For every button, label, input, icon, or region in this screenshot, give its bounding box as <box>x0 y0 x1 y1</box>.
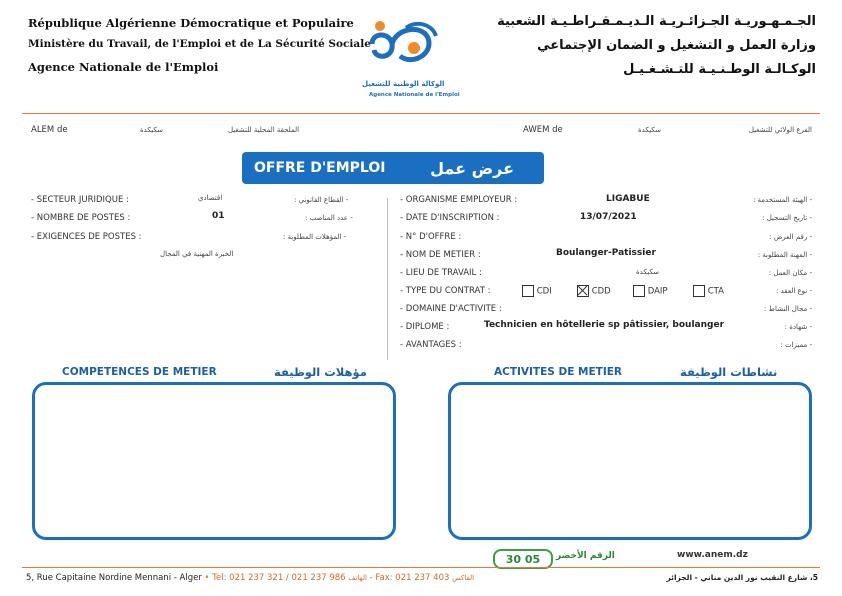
header-fr-line1: République Algérienne Démocratique et Populaire <box>28 16 354 30</box>
field-secteur-label: - SECTEUR JURIDIQUE : <box>31 195 129 205</box>
field-avantages-label: - AVANTAGES : <box>400 340 462 350</box>
field-postes-label: - NOMBRE DE POSTES : <box>31 213 131 223</box>
header-divider <box>22 113 820 114</box>
field-lieu-label: - LIEU DE TRAVAIL : <box>400 268 482 278</box>
field-postes-value: 01 <box>212 211 225 221</box>
column-divider <box>387 198 388 360</box>
field-date-value: 13/07/2021 <box>580 212 637 222</box>
activites-box[interactable] <box>448 382 812 540</box>
field-diplome-value: Technicien en hôtellerie sp pâtissier, boulanger <box>484 320 725 330</box>
field-avantages-ar: - مميزات : <box>780 341 812 349</box>
footer-address: 5, Rue Capitaine Nordine Mennani - Alger <box>26 573 205 583</box>
field-lieu-value: سكيكدة <box>636 268 660 276</box>
field-organisme-value: LIGABUE <box>606 194 650 204</box>
contract-cdi[interactable] <box>522 285 552 297</box>
offer-title-fr: OFFRE D'EMPLOI <box>254 160 386 176</box>
awem-value: سكيكدة <box>638 126 662 134</box>
footer-bullet-icon: • <box>204 573 210 583</box>
alem-label: ALEM de <box>31 125 68 135</box>
header-fr-line2: Ministère du Travail, de l'Emploi et de La Sécurité Sociale <box>28 38 371 50</box>
field-noffre-ar: - رقم العرض : <box>769 233 812 241</box>
field-exigences-label: - EXIGENCES DE POSTES : <box>31 232 142 242</box>
logo-fr-text: Agence Nationale de l'Emploi <box>369 92 460 98</box>
contract-cta-checkbox[interactable] <box>693 285 705 297</box>
field-metier-ar: - المهنة المطلوبة : <box>757 251 812 259</box>
field-diplome-label: - DIPLOME : <box>400 322 450 332</box>
footer-tel-ar: الهاتف <box>348 574 367 582</box>
contract-cdd[interactable] <box>577 285 611 297</box>
field-date-ar: - تاريخ التسجيل : <box>762 214 812 222</box>
contract-cdi-label: CDI <box>536 286 552 297</box>
awem-label: AWEM de <box>523 125 563 135</box>
footer-address-line <box>26 573 474 583</box>
awem-ar-label: الفرع الولائي للتشغيل <box>748 126 812 134</box>
contract-daip-label: DAIP <box>647 286 668 297</box>
field-lieu-ar: - مكان العمل : <box>768 269 812 277</box>
field-contrat-ar: - نوع العقد : <box>776 287 812 295</box>
contract-cdd-checkbox[interactable] <box>577 285 589 297</box>
field-secteur-ar: - القطاع القانوني : <box>294 196 349 204</box>
field-exigences-ar: - المؤهلات المطلوبة : <box>283 233 347 241</box>
alem-value: سكيكدة <box>140 126 164 134</box>
field-date-label: - DATE D'INSCRIPTION : <box>400 213 500 223</box>
activites-title-ar: نشاطات الوظيفة <box>680 365 778 379</box>
anem-logo-icon <box>366 14 442 80</box>
header-ar-line3: الوكـالـة الوطـنـيـة للتـشـغـيـل <box>623 62 816 77</box>
field-noffre-label: - N° D'OFFRE : <box>400 232 462 242</box>
field-domaine-label: - DOMAINE D'ACTIVITE : <box>400 304 502 314</box>
field-metier-value: Boulanger-Patissier <box>556 248 656 258</box>
contract-cta[interactable] <box>693 285 724 297</box>
field-organisme-label: - ORGANISME EMPLOYEUR : <box>400 195 518 205</box>
green-number-badge: 30 05 <box>493 549 553 569</box>
field-metier-label: - NOM DE METIER : <box>400 250 481 260</box>
green-number-label: الرقم الأخضر <box>556 551 615 561</box>
field-exigences-value: الخبرة المهنية في المجال <box>160 250 234 258</box>
footer-divider <box>22 567 820 568</box>
website-link[interactable]: www.anem.dz <box>677 550 748 560</box>
activites-title-fr: ACTIVITES DE METIER <box>494 366 622 378</box>
contract-cdd-label: CDD <box>591 286 611 297</box>
field-contrat-label: - TYPE DU CONTRAT : <box>400 286 491 296</box>
contract-daip-checkbox[interactable] <box>633 285 645 297</box>
offer-title-ar: عرض عمل <box>430 158 514 178</box>
footer-fax-ar: الفاكس <box>452 574 475 582</box>
contract-cta-label: CTA <box>707 286 724 297</box>
footer-fax: - Fax: 021 237 403 <box>369 573 450 583</box>
field-organisme-ar: - الهيئة المستخدمة : <box>752 196 812 204</box>
contract-cdi-checkbox[interactable] <box>522 285 534 297</box>
field-domaine-ar: - مجال النشاط : <box>763 305 812 313</box>
header-ar-line2: وزارة العمل و التشغيل و الضمان الإجتماعي <box>537 38 816 53</box>
logo-ar-text: الوكالة الوطنية للتشغيل <box>362 80 445 88</box>
competences-box[interactable] <box>32 382 396 540</box>
competences-title-fr: COMPETENCES DE METIER <box>62 366 217 378</box>
footer-address-ar: 5، شارع النقيب نور الدين مناني - الجزائر <box>666 573 818 582</box>
anem-logo <box>366 14 442 80</box>
offer-title-bar <box>242 152 544 184</box>
contract-daip[interactable] <box>633 285 668 297</box>
field-secteur-value: اقتصادي <box>198 194 223 202</box>
header-fr-line3: Agence Nationale de l'Emploi <box>28 60 219 74</box>
header-ar-line1: الجـمـهـوريـة الجـزائـريـة الـديـمـقـراطـيـة الشعبية <box>497 14 816 29</box>
field-postes-ar: - عدد المناصب : <box>305 214 353 222</box>
field-diplome-ar: - شهادة : <box>784 323 812 331</box>
competences-title-ar: مؤهلات الوظيفة <box>274 365 367 379</box>
footer-tel: Tel: 021 237 321 / 021 237 986 <box>212 573 346 583</box>
alem-ar-label: الملحقة المحلية للتشغيل <box>228 126 300 134</box>
